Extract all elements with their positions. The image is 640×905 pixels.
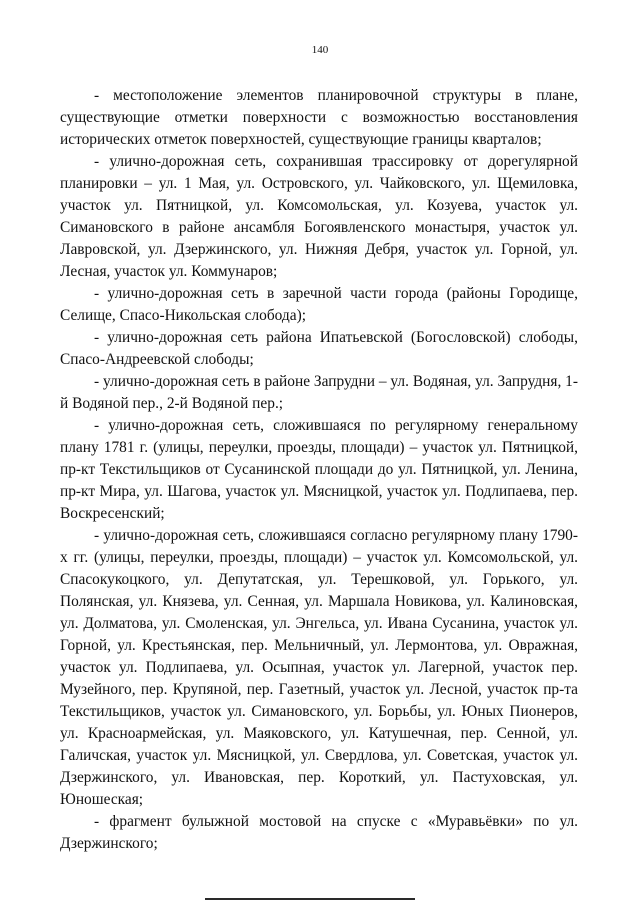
- paragraph-elements-of-planning-structure: - местоположение элементов планировочной структуры в плане, существующие отметки поверхности с возможностью восстановления исторических отметок поверхностей, существующие границы кварталов;: [60, 87, 578, 148]
- paragraph-zarechnaya-street-network: - улично-дорожная сеть в заречной части города (районы Городище, Селище, Спасо-Никольская слобода);: [60, 285, 578, 324]
- paragraph-ipatievskaya-sloboda-network: - улично-дорожная сеть района Ипатьевской (Богословской) слободы, Спасо-Андреевской слободы;: [60, 329, 578, 368]
- paragraph-zaprudnya-network: - улично-дорожная сеть в районе Запрудни – ул. Водяная, ул. Запрудня, 1-й Водяной пер., 2-й Водяной пер.;: [60, 373, 578, 412]
- paragraph-1790s-plan-network: - улично-дорожная сеть, сложившаяся согласно регулярному плану 1790-х гг. (улицы, переулки, проезды, площади) – участок ул. Комсомольской, ул. Спасокукоцкого, ул. Депутатская, ул. Терешковой, ул. Горького, ул. Полянская, ул. Князева, ул. Сенная, ул. Маршала Новикова, ул. Калиновская, ул. Долматова, ул. Смоленская, ул. Энгельса, ул. Ивана Сусанина, участок ул. Горной, ул. Крестьянская, пер. Мельничный, ул. Лермонтова, ул. Овражная, участок ул. Подлипаева, ул. Осыпная, участок ул. Лагерной, участок пер. Музейного, пер. Крупяной, пер. Газетный, участок ул. Лесной, участок пр-та Текстильщиков, участок ул. Симановского, ул. Борьбы, ул. Юных Пионеров, ул. Красноармейская, ул. Маяковского, ул. Катушечная, пер. Сенной, ул. Галичская, участок ул. Мясницкой, ул. Свердлова, ул. Советская, участок ул. Дзержинского, ул. Ивановская, пер. Короткий, ул. Пастуховская, ул. Юношеская;: [60, 527, 578, 808]
- scan-edge-line: [205, 898, 415, 900]
- paragraph-pre-regular-street-network: - улично-дорожная сеть, сохранившая трассировку от дорегулярной планировки – ул. 1 Мая, ул. Островского, ул. Чайковского, ул. Щемиловка, участок ул. Пятницкой, ул. Комсомольская, ул. Козуева, участок ул. Симановского в районе ансамбля Богоявленского монастыря, участок ул. Лавровской, ул. Дзержинского, ул. Нижняя Дебря, участок ул. Горной, ул. Лесная, участок ул. Коммунаров;: [60, 153, 578, 280]
- paragraph-1781-plan-network: - улично-дорожная сеть, сложившаяся по регулярному генеральному плану 1781 г. (улицы, переулки, проезды, площади) – участок ул. Пятницкой, пр-кт Текстильщиков от Сусанинской площади до ул. Пятницкой, ул. Ленина, пр-кт Мира, ул. Шагова, участок ул. Мясницкой, участок ул. Подлипаева, пер. Воскресенский;: [60, 417, 578, 522]
- paragraph-cobblestone-fragment: - фрагмент булыжной мостовой на спуске с «Муравьёвки» по ул. Дзержинского;: [60, 813, 578, 852]
- page-number: 140: [311, 44, 329, 56]
- body-text: [60, 85, 578, 855]
